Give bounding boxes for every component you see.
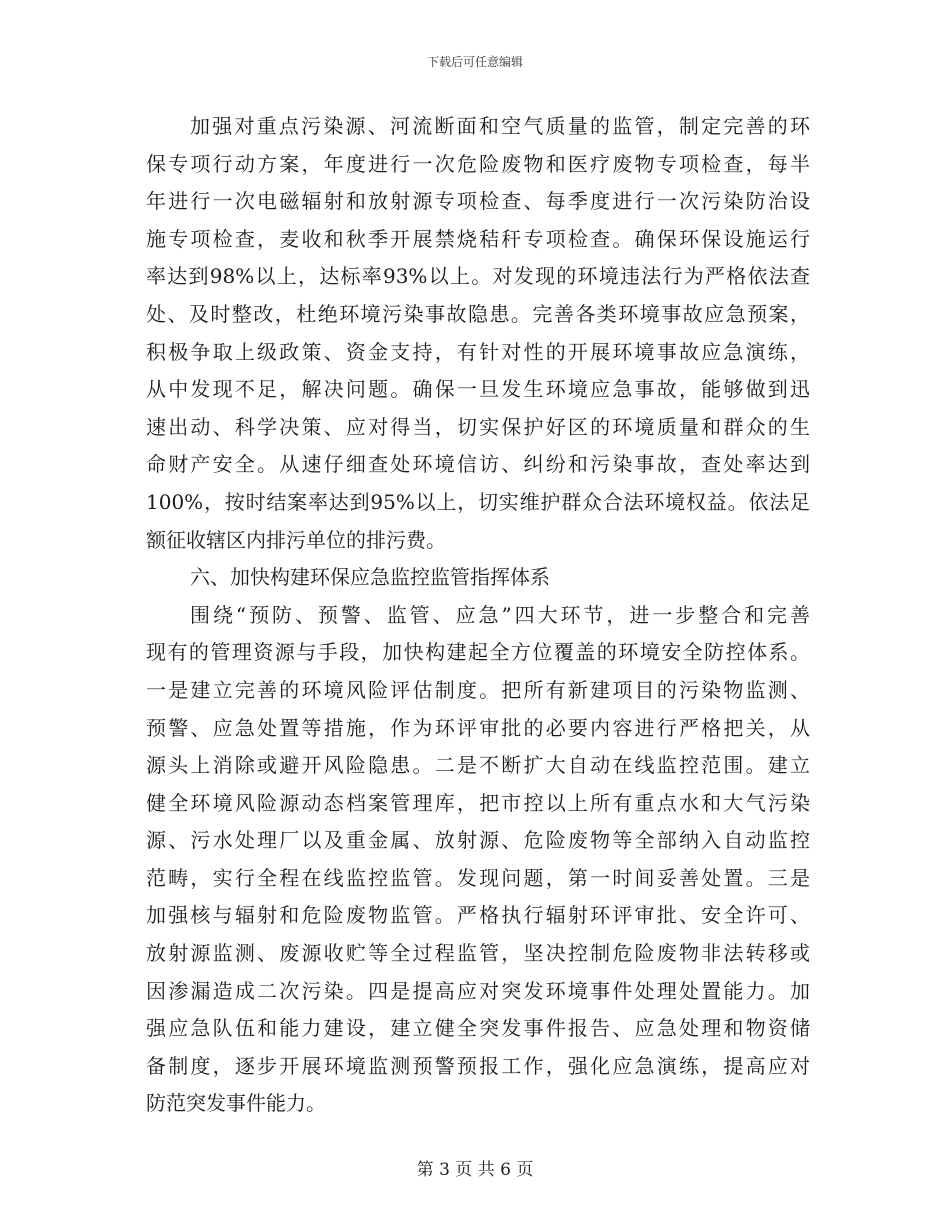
text-line: 额征收辖区内排污单位的排污费。 [146, 527, 446, 552]
text-line: 一是建立完善的环境风险评估制度。把所有新建项目的污染物监测、 [146, 677, 810, 702]
text-line: 源、污水处理厂以及重金属、放射源、危险废物等全部纳入自动监控 [146, 828, 810, 853]
text-line: 积极争取上级政策、资金支持，有针对性的开展环境事故应急演练， [146, 339, 810, 364]
text-line: 施专项检查，麦收和秋季开展禁烧秸秆专项检查。确保环保设施运行 [146, 226, 810, 251]
text-line: 强应急队伍和能力建设，建立健全突发事件报告、应急处理和物资储 [146, 1016, 810, 1041]
text-line: 范畴，实行全程在线监控监管。发现问题，第一时间妥善处置。三是 [146, 865, 810, 890]
text-line: 预警、应急处置等措施，作为环评审批的必要内容进行严格把关，从 [146, 715, 810, 740]
text-line: 放射源监测、废源收贮等全过程监管，坚决控制危险废物非法转移或 [146, 941, 810, 966]
text-line: 防范突发事件能力。 [146, 1091, 326, 1116]
text-line: 处、及时整改，杜绝环境污染事故隐患。完善各类环境事故应急预案， [146, 301, 810, 326]
text-line: 率达到98%以上，达标率93%以上。对发现的环境违法行为严格依法查 [146, 264, 810, 289]
section-heading: 六、加快构建环保应急监控监管指挥体系 [190, 565, 550, 590]
text-line: 从中发现不足，解决问题。确保一旦发生环境应急事故，能够做到迅 [146, 377, 810, 402]
text-line: 速出动、科学决策、应对得当，切实保护好区的环境质量和群众的生 [146, 414, 810, 439]
document-body [146, 108, 810, 1123]
text-line: 备制度，逐步开展环境监测预警预报工作，强化应急演练，提高应对 [146, 1053, 810, 1078]
paragraph-1 [146, 108, 810, 559]
page-header: 下载后可任意编辑 [426, 55, 523, 69]
text-line: 因渗漏造成二次污染。四是提高应对突发环境事件处理处置能力。加 [146, 978, 810, 1003]
text-line: 源头上消除或避开风险隐患。二是不断扩大自动在线监控范围。建立 [146, 753, 810, 778]
text-line: 100%，按时结案率达到95%以上，切实维护群众合法环境权益。依法足 [146, 489, 810, 514]
text-line: 加强核与辐射和危险废物监管。严格执行辐射环评审批、安全许可、 [146, 903, 810, 928]
text-line: 年进行一次电磁辐射和放射源专项检查、每季度进行一次污染防治设 [146, 189, 810, 214]
text-line: 加强对重点污染源、河流断面和空气质量的监管，制定完善的环 [190, 114, 810, 138]
text-line: 保专项行动方案，年度进行一次危险废物和医疗废物专项检查，每半 [146, 151, 810, 176]
text-line: 命财产安全。从速仔细查处环境信访、纠纷和污染事故，查处率达到 [146, 452, 810, 477]
text-line: 现有的管理资源与手段，加快构建起全方位覆盖的环境安全防控体系。 [146, 640, 810, 665]
page-number: 第 3 页 共 6 页 [416, 1160, 534, 1180]
paragraph-2 [146, 597, 810, 1123]
text-line: 健全环境风险源动态档案管理库，把市控以上所有重点水和大气污染 [146, 790, 810, 815]
text-line: 围绕“预防、预警、监管、应急”四大环节，进一步整合和完善 [190, 602, 810, 627]
